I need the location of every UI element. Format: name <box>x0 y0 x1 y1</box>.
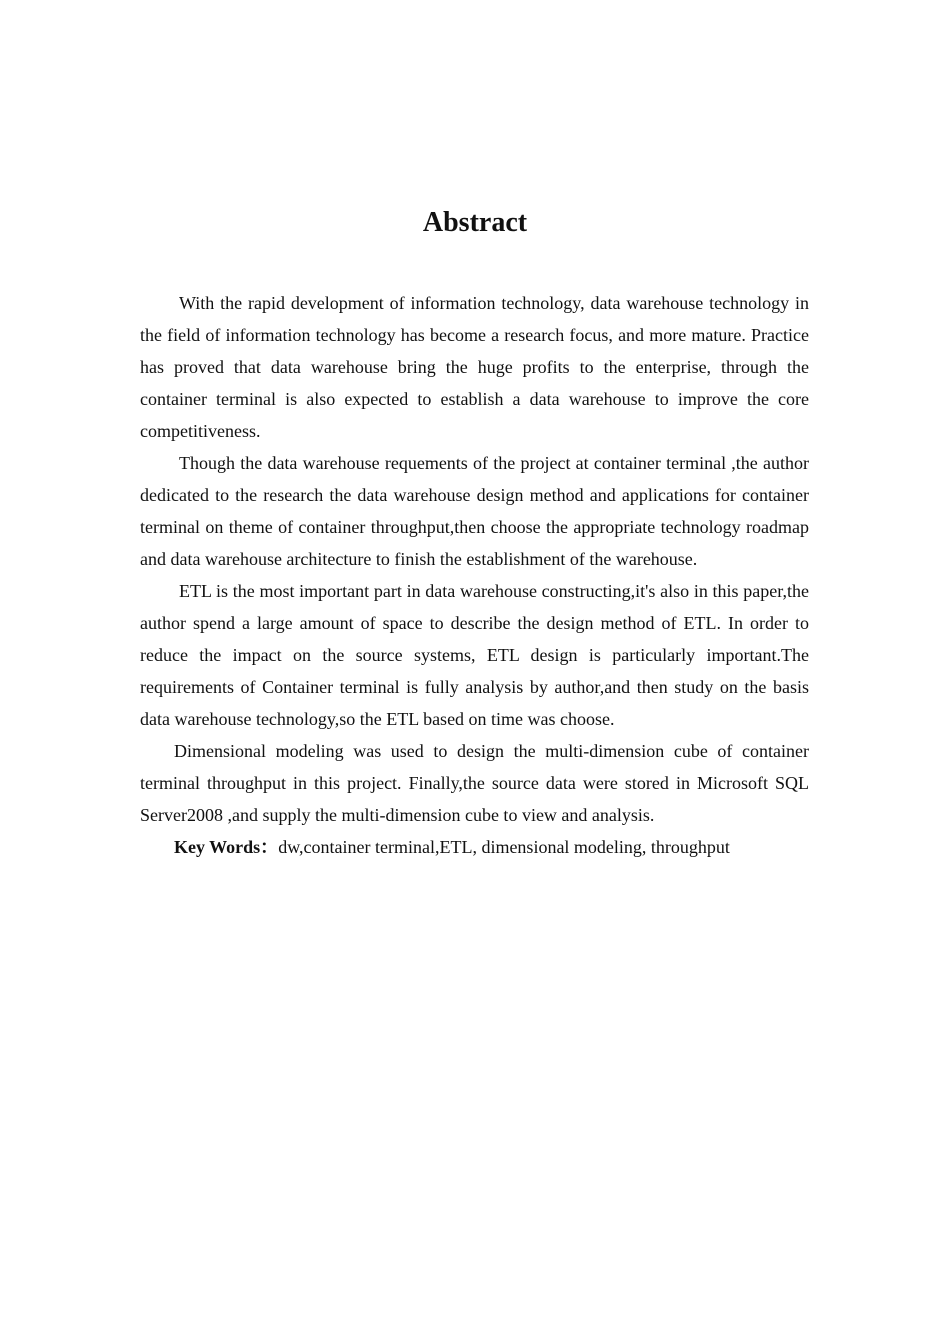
keywords-label: Key Words： <box>174 837 279 857</box>
keywords-value: dw,container terminal,ETL, dimensional modeling, throughput <box>278 837 730 857</box>
abstract-paragraph-2: Though the data warehouse requements of the project at container terminal ,the author dedicated to the research the data warehouse design method and applications for container terminal on theme of container throughput,then choose the appropriate technology roadmap and data warehouse architecture to finish the establishment of the warehouse. <box>140 453 809 569</box>
abstract-body <box>140 287 809 863</box>
abstract-paragraph-1: With the rapid development of information technology, data warehouse technology in the field of information technology has become a research focus, and more mature. Practice has proved that data warehouse bring the huge profits to the enterprise, through the container terminal is also expected to establish a data warehouse to improve the core competitiveness. <box>140 293 809 441</box>
abstract-title: Abstract <box>422 207 528 238</box>
abstract-paragraph-4: Dimensional modeling was used to design the multi-dimension cube of container terminal throughput in this project. Finally,the source data were stored in Microsoft SQL Server2008 ,and supply the multi-dimension cube to view and analysis. <box>140 741 809 825</box>
keywords-line <box>140 831 809 863</box>
abstract-paragraph-3: ETL is the most important part in data warehouse constructing,it's also in this paper,the author spend a large amount of space to describe the design method of ETL. In order to reduce the impact on the source systems, ETL design is particularly important.The requirements of Container terminal is fully analysis by author,and then study on the basis data warehouse technology,so the ETL based on time was choose. <box>140 581 809 729</box>
